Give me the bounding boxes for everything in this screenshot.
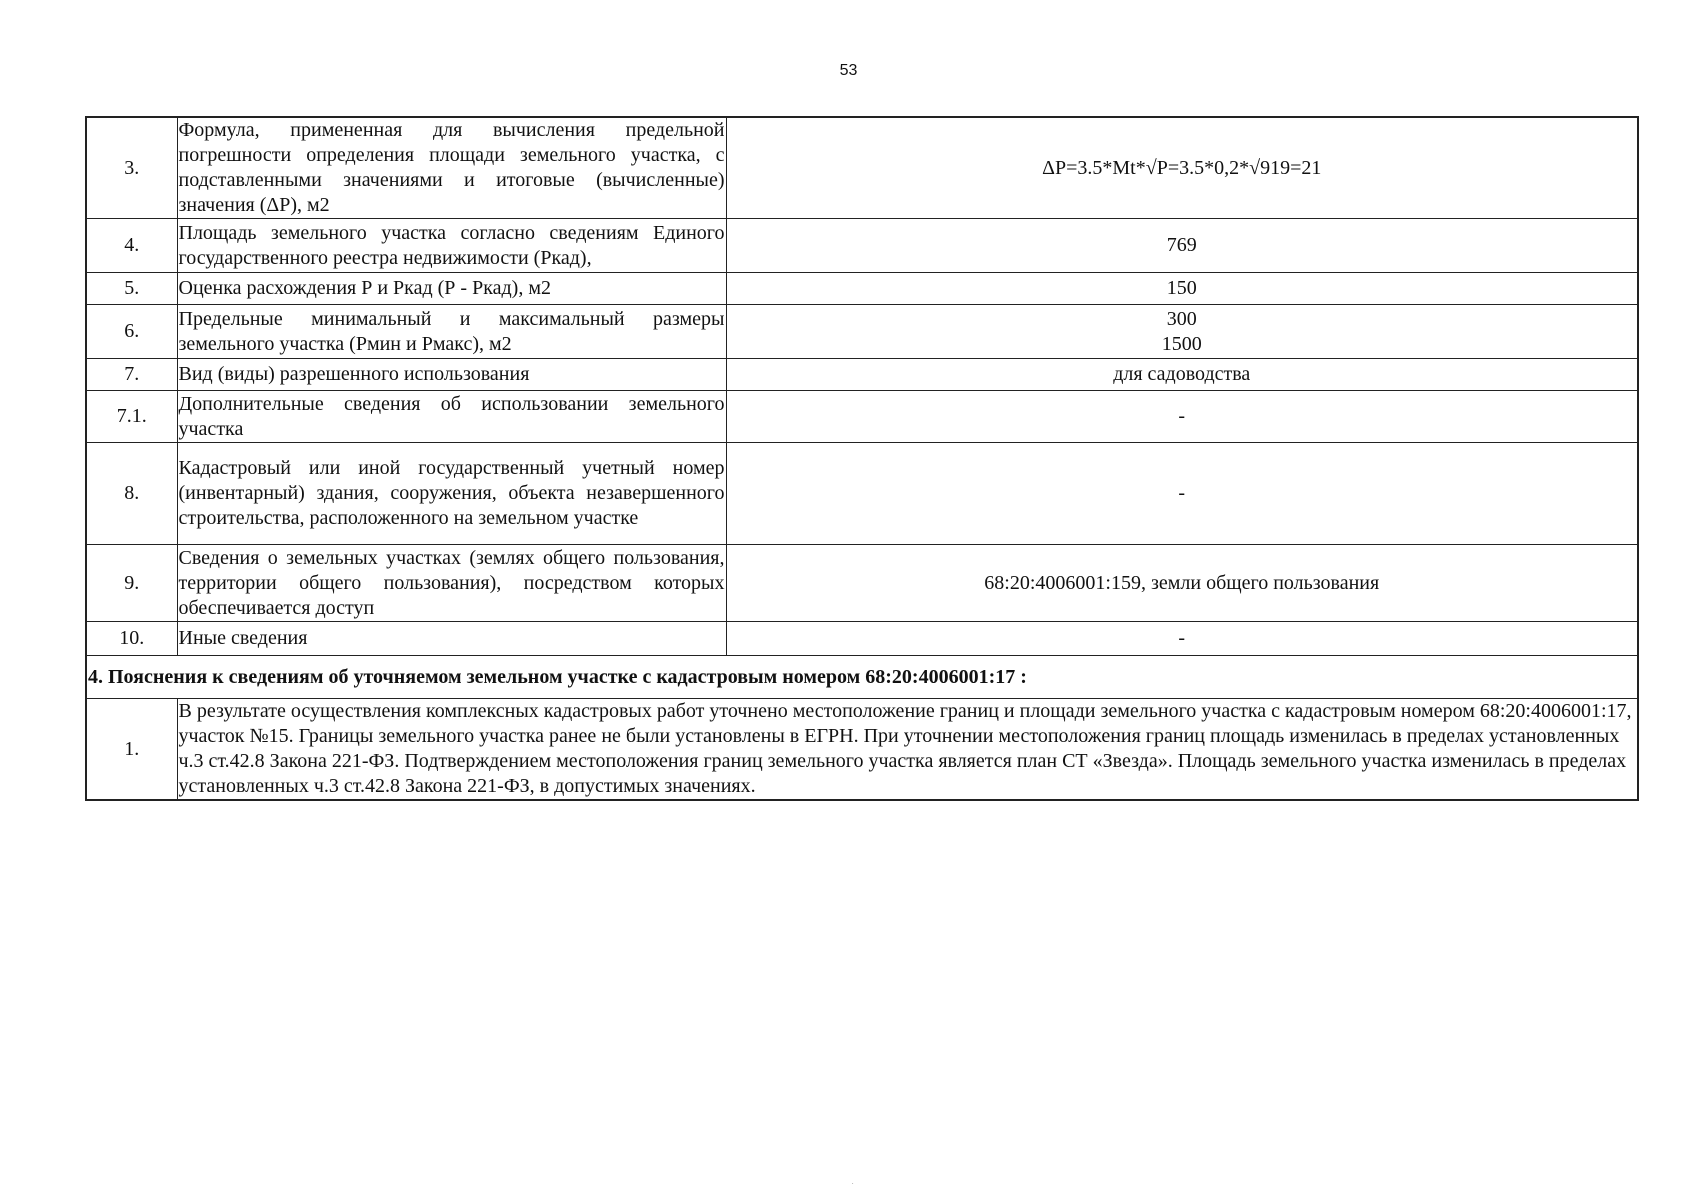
row-value: ΔP=3.5*Mt*√P=3.5*0,2*√919=21 bbox=[726, 117, 1638, 219]
row-description: Формула, примененная для вычисления предельной погрешности определения площади земельного участка, с подставленными значениями и итоговые (вычисленные) значения (ΔP), м2 bbox=[177, 117, 726, 219]
row-description: Предельные минимальный и максимальный размеры земельного участка (Рмин и Рмакс), м2 bbox=[177, 305, 726, 359]
row-number: 7. bbox=[86, 359, 177, 391]
row-value: 68:20:4006001:159, земли общего пользования bbox=[726, 545, 1638, 622]
row-description: Кадастровый или иной государственный учетный номер (инвентарный) здания, сооружения, объекта незавершенного строительства, расположенного на земельном участке bbox=[177, 443, 726, 545]
row-value: - bbox=[726, 391, 1638, 443]
table-row bbox=[86, 305, 1638, 359]
table-row bbox=[86, 545, 1638, 622]
table-row bbox=[86, 622, 1638, 656]
row-number: 3. bbox=[86, 117, 177, 219]
table-row bbox=[86, 391, 1638, 443]
row-description: Сведения о земельных участках (землях общего пользования, территории общего пользования), посредством которых обеспечивается доступ bbox=[177, 545, 726, 622]
min-size-value: 300 bbox=[1166, 307, 1197, 330]
table-row bbox=[86, 117, 1638, 219]
table-row bbox=[86, 443, 1638, 545]
row-value: 150 bbox=[726, 273, 1638, 305]
page-number: 53 bbox=[839, 62, 858, 79]
bottom-mark: . bbox=[852, 1180, 854, 1186]
row-number: 7.1. bbox=[86, 391, 177, 443]
note-text: В результате осуществления комплексных кадастровых работ уточнено местоположение границ и площади земельного участка с кадастровым номером 68:20:4006001:17, участок №15. Границы земельного участка ранее не были установлены в ЕГРН. При уточнении местоположения границ площадь изменилась в пределах установленных ч.3 ст.42.8 Закона 221-ФЗ. Подтверждением местоположения границ земельного участка является план СТ «Звезда». Площадь земельного участка изменилась в пределах установленных ч.3 ст.42.8 Закона 221-ФЗ, в допустимых значениях. bbox=[177, 699, 1638, 801]
row-value: 769 bbox=[726, 219, 1638, 273]
table-row bbox=[86, 359, 1638, 391]
row-number: 5. bbox=[86, 273, 177, 305]
section-title: 4. Пояснения к сведениям об уточняемом земельном участке с кадастровым номером 68:20:4006001:17 : bbox=[86, 656, 1638, 699]
row-description: Иные сведения bbox=[177, 622, 726, 656]
section-header-row bbox=[86, 656, 1638, 699]
row-value: - bbox=[726, 443, 1638, 545]
row-number: 9. bbox=[86, 545, 177, 622]
row-description: Вид (виды) разрешенного использования bbox=[177, 359, 726, 391]
table-row bbox=[86, 273, 1638, 305]
cadastral-info-table bbox=[85, 116, 1639, 801]
row-number: 10. bbox=[86, 622, 177, 656]
note-row bbox=[86, 699, 1638, 801]
row-value: - bbox=[726, 622, 1638, 656]
row-value: для садоводства bbox=[726, 359, 1638, 391]
note-number: 1. bbox=[86, 699, 177, 801]
max-size-value: 1500 bbox=[1161, 332, 1202, 355]
row-number: 4. bbox=[86, 219, 177, 273]
table-row bbox=[86, 219, 1638, 273]
row-description: Площадь земельного участка согласно сведениям Единого государственного реестра недвижимости (Ркад), bbox=[177, 219, 726, 273]
row-description: Оценка расхождения Р и Ркад (Р - Ркад), м2 bbox=[177, 273, 726, 305]
row-number: 6. bbox=[86, 305, 177, 359]
row-description: Дополнительные сведения об использовании земельного участка bbox=[177, 391, 726, 443]
row-number: 8. bbox=[86, 443, 177, 545]
row-value bbox=[726, 305, 1638, 359]
